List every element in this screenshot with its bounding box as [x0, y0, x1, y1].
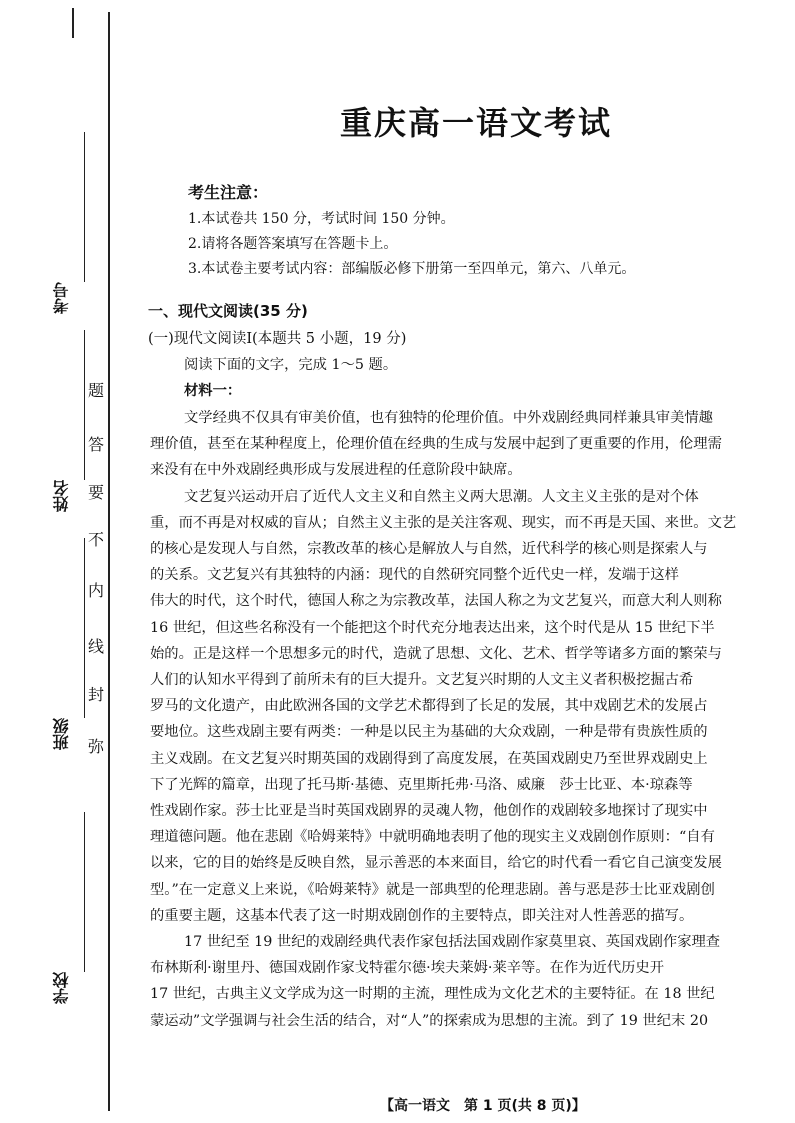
instruction: 阅读下面的文字，完成 1～5 题。 — [184, 357, 398, 373]
notice-item: 2.请将各题答案填写在答题卡上。 — [188, 236, 398, 252]
passage-line: 性戏剧作家。莎士比亚是当时英国戏剧界的灵魂人物，他创作的戏剧较多地探讨了现实中 — [150, 803, 708, 819]
passage-line: 的关系。文艺复兴有其独特的内涵：现代的自然研究同整个近代史一样，发端于这样 — [150, 567, 679, 584]
field-name-label: 姓名 — [52, 480, 71, 512]
passage-line: 伟大的时代，这个时代，德国人称之为宗教改革，法国人称之为文艺复兴，而意大利人则称 — [150, 593, 722, 610]
seal-char: 要 — [87, 483, 104, 502]
seal-char: 题 — [87, 381, 104, 400]
seal-char: 不 — [87, 530, 104, 549]
passage-line: 主义戏剧。在文艺复兴时期英国的戏剧得到了高度发展，在英国戏剧史乃至世界戏剧史上 — [150, 750, 708, 767]
passage-line: 17 世纪至 19 世纪的戏剧经典代表作家包括法国戏剧作家莫里哀、英国戏剧作家理查 — [184, 934, 721, 950]
seal-char: 答 — [87, 435, 104, 454]
field-school-label: 学校 — [52, 972, 71, 1004]
school-underline — [84, 812, 85, 972]
field-exam-number-label: 考号 — [52, 282, 71, 314]
passage-line: 以来，它的目的始终是反映自然，显示善恶的本来面目，给它的时代看一看它自己演变发展 — [150, 855, 722, 872]
page-footer: 【高一语文 第 1 页(共 8 页)】 — [380, 1098, 586, 1114]
passage-line: 下了光辉的篇章，出现了托马斯·基德、克里斯托弗·马洛、威廉 莎士比亚、本·琼森等 — [150, 776, 693, 793]
passage-line: 始的。正是这样一个思想多元的时代，造就了思想、文化、艺术、哲学等诸多方面的繁荣与 — [150, 645, 722, 662]
passage-line: 蒙运动”文学强调与社会生活的结合，对“人”的探索成为思想的主流。到了 19 世纪末 20 — [150, 1012, 709, 1029]
field-exam-number[interactable] — [50, 282, 78, 314]
binding-top-mark — [72, 8, 74, 38]
field-school[interactable] — [50, 972, 78, 1004]
subsection-heading: (一)现代文阅读Ⅰ(本题共 5 小题，19 分) — [148, 331, 407, 347]
passage-line: 的重要主题，这基本代表了这一时期戏剧创作的主要特点，即关注对人性善恶的描写。 — [150, 907, 694, 924]
material-label: 材料一： — [184, 383, 242, 399]
seal-char: 封 — [87, 685, 104, 704]
passage-line: 罗马的文化遗产，由此欧洲各国的文学艺术都得到了长足的发展，其中戏剧艺术的发展占 — [150, 698, 708, 715]
notice-item: 1.本试卷共 150 分，考试时间 150 分钟。 — [188, 211, 455, 227]
exam-number-underline — [84, 132, 85, 282]
binding-line — [108, 12, 110, 1111]
passage-line: 的核心是发现人与自然，宗教改革的核心是解放人与自然，近代科学的核心则是探索人与 — [150, 541, 708, 557]
passage-line: 17 世纪，古典主义文学成为这一时期的主流，理性成为文化艺术的主要特征。在 18 世纪 — [150, 986, 715, 1003]
notice-heading: 考生注意： — [188, 183, 269, 202]
seal-char: 弥 — [87, 737, 104, 756]
passage-line: 16 世纪，但这些名称没有一个能把这个时代充分地表达出来，这个时代是从 15 世纪下半 — [150, 619, 715, 636]
class-underline — [84, 538, 85, 718]
passage-line: 文学经典不仅具有审美价值，也有独特的伦理价值。中外戏剧经典同样兼具审美情趣 — [184, 410, 713, 426]
passage-line: 理道德问题。他在悲剧《哈姆莱特》中就明确地表明了他的现实主义戏剧创作原则：“自有 — [150, 829, 715, 846]
passage-line: 人们的认知水平得到了前所未有的巨大提升。文艺复兴时期的人文主义者积极挖掘古希 — [150, 672, 694, 688]
passage-line: 型。”在一定意义上来说，《哈姆莱特》就是一部典型的伦理悲剧。善与恶是莎士比亚戏剧创 — [150, 881, 715, 898]
section-heading: 一、现代文阅读(35 分) — [148, 302, 308, 320]
field-name[interactable] — [50, 480, 78, 512]
page-title: 重庆高一语文考试 — [340, 104, 613, 142]
notice-item: 3.本试卷主要考试内容：部编版必修下册第一至四单元，第六、八单元。 — [188, 261, 636, 277]
passage-line: 来没有在中外戏剧经典形成与发展进程的任意阶段中缺席。 — [150, 462, 522, 479]
passage-line: 要地位。这些戏剧主要有两类：一种是以民主为基础的大众戏剧，一种是带有贵族性质的 — [150, 724, 708, 741]
seal-char: 线 — [87, 637, 104, 656]
field-class[interactable] — [50, 718, 78, 750]
seal-char: 内 — [87, 581, 104, 600]
passage-line: 布林斯利·谢里丹、德国戏剧作家戈特霍尔德·埃夫莱姆·莱辛等。在作为近代历史开 — [150, 960, 665, 977]
passage-line: 文艺复兴运动开启了近代人文主义和自然主义两大思潮。人文主义主张的是对个体 — [184, 488, 699, 505]
passage-line: 理价值，甚至在某种程度上，伦理价值在经典的生成与发展中起到了更重要的作用，伦理需 — [150, 436, 722, 453]
passage-line: 重，而不再是对权威的盲从；自然主义主张的是关注客观、现实，而不再是天国、来世。文艺 — [150, 514, 737, 531]
name-underline — [84, 330, 85, 480]
field-class-label: 班级 — [52, 718, 71, 750]
